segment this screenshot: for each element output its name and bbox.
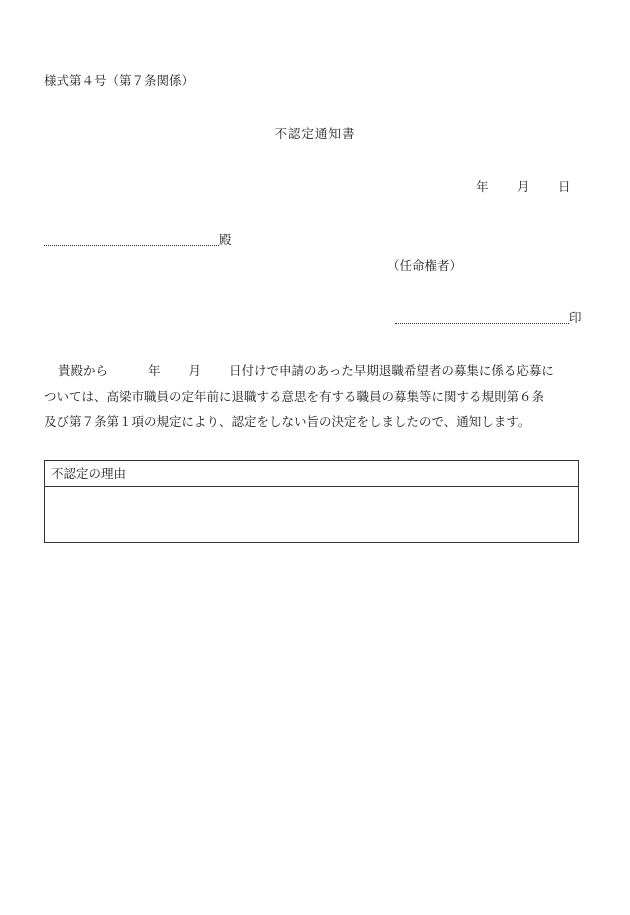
appointer-label: （任命権者） [387,258,463,273]
addressee-suffix: 殿 [219,232,232,247]
addressee-blank [44,245,219,246]
date-month-label: 月 [517,179,530,194]
seal-line [395,308,582,326]
notice-body [44,358,586,435]
reason-content [45,487,578,542]
seal-label: 印 [569,310,582,325]
signature-blank [395,323,569,324]
body-line-2: ついては、高梁市職員の定年前に退職する意思を有する職員の募集等に関する規則第６条 [44,388,545,404]
body-line-3: 及び第７条第１項の規定により、認定をしない旨の決定をしましたので、通知します。 [44,414,531,429]
date-year-label: 年 [476,179,489,194]
document-title: 不認定通知書 [274,126,356,141]
date-day-label: 日 [558,179,571,194]
body-line-1-b: 日付けで申請のあった早期退職希望者の募集に係る応募に [229,363,554,378]
form-number: 様式第４号（第７条関係） [44,73,195,88]
body-line-1-year: 年 [148,363,161,378]
reason-header: 不認定の理由 [45,461,578,487]
body-line-1-month: 月 [188,363,202,378]
body-line-1 [44,358,586,384]
date-line [476,177,571,195]
addressee-line [44,230,232,248]
reason-box [44,460,579,543]
body-line-1-a: 貴殿から [58,363,109,378]
